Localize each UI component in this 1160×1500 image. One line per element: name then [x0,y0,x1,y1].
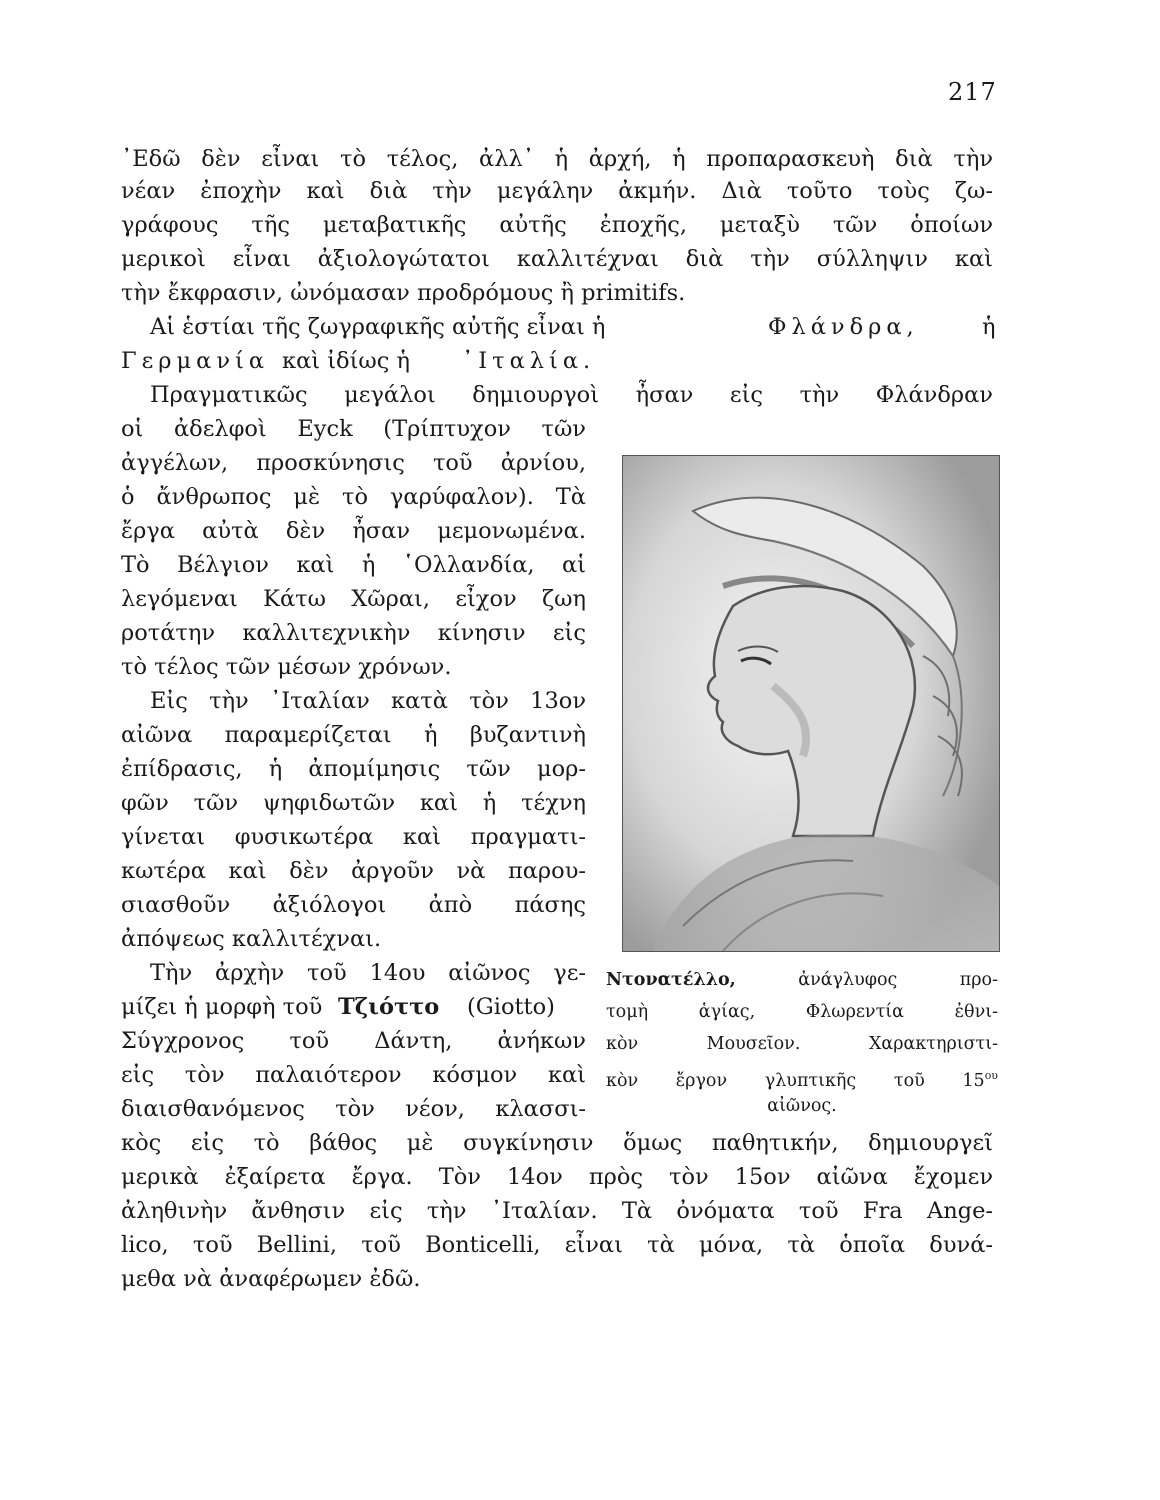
caption-text: ἀνάγλυφος προ- [798,970,998,990]
text-line: γίνεται φυσικωτέρα καὶ πραγματι- [121,824,586,850]
text-line: ἔργα αὐτὰ δὲν ἦσαν μεμονωμένα. [121,518,586,544]
text-line: Εἰς τὴν ᾽Ιταλίαν κατὰ τὸν 13ον [150,688,586,714]
text-line: μεθα νὰ ἀναφέρωμεν ἐδῶ. [121,1266,421,1292]
text-line: (Giotto) [467,994,555,1020]
text-line: διαισθανόμενος τὸν νέον, κλασσι- [121,1096,586,1122]
text-line: ἐπίδρασις, ἡ ἀπομίμησις τῶν μορ- [121,756,586,782]
spaced-word: Φλάνδρα, [768,314,919,340]
text-line: ἀγγέλων, προσκύνησις τοῦ ἀρνίου, [121,450,586,476]
figure-caption-line [606,968,998,992]
bold-name: Τζιόττο [338,994,440,1020]
text-line: μίζει ἡ μορφὴ τοῦ [121,994,323,1020]
text-line: φῶν τῶν ψηφιδωτῶν καὶ ἡ τέχνη [121,790,586,816]
text-line: κωτέρα καὶ δὲν ἀργοῦν νὰ παρου- [121,858,586,884]
figure-caption-line: κὸν Μουσεῖον. Χαρακτηριστι- [606,1034,998,1054]
text-line: καὶ ἰδίως ἡ [282,348,411,374]
figure-caption-line: τομὴ ἁγίας, Φλωρεντία ἐθνι- [606,1002,998,1022]
text-line: Αἱ ἑστίαι τῆς ζωγραφικῆς αὐτῆς εἶναι ἡ [150,314,606,340]
text-line: τὸ τέλος τῶν μέσων χρόνων. [121,654,452,680]
text-line: μερικοὶ εἶναι ἀξιολογώτατοι καλλιτέχναι διὰ τὴν σύλληψιν καὶ [121,246,993,272]
text-line: λεγόμεναι Κάτω Χῶραι, εἶχον ζωη [121,586,586,612]
text-line: γράφους τῆς μεταβατικῆς αὐτῆς ἐποχῆς, μεταξὺ τῶν ὁποίων [121,212,993,238]
text-line: Τὸ Βέλγιον καὶ ἡ ῾Ολλανδία, αἱ [121,552,586,578]
text-line: ροτάτην καλλιτεχνικὴν κίνησιν εἰς [121,620,586,646]
text-line: οἱ ἀδελφοὶ Eyck (Τρίπτυχον τῶν [121,416,586,442]
text-line: τὴν ἔκφρασιν, ὠνόμασαν προδρόμους ἢ primitifs. [121,280,686,306]
text-line: αἰῶνα παραμερίζεται ἡ βυζαντινὴ [121,722,586,748]
text-line: lico, τοῦ Bellini, τοῦ Bonticelli, εἶναι τὰ μόνα, τὰ ὁποῖα δυνά- [121,1232,993,1258]
text-line: Πραγματικῶς μεγάλοι δημιουργοὶ ἦσαν εἰς τὴν Φλάνδραν [150,382,993,408]
text-line: ᾽Εδῶ δὲν εἶναι τὸ τέλος, ἀλλ᾽ ἡ ἀρχή, ἡ προπαρασκευὴ διὰ τὴν [121,146,993,172]
text-line: ἀπόψεως καλλιτέχναι. [121,926,382,952]
text-line: κὸς εἰς τὸ βάθος μὲ συγκίνησιν ὅμως παθητικήν, δημιουργεῖ [121,1130,993,1156]
text-line: εἰς τὸν παλαιότερον κόσμον καὶ [121,1062,586,1088]
text-line: μερικὰ ἐξαίρετα ἔργα. Τὸν 14ον πρὸς τὸν 15ον αἰῶνα ἔχομεν [121,1164,993,1190]
text-line: ἀληθινὴν ἄνθησιν εἰς τὴν ᾽Ιταλίαν. Τὰ ὀνόματα τοῦ Fra Ange- [121,1198,993,1224]
figure-caption-line [606,1064,998,1093]
text-line: νέαν ἐποχὴν καὶ διὰ τὴν μεγάλην ἀκμήν. Διὰ τοῦτο τοὺς ζω- [121,178,993,204]
caption-text: κὸν ἔργον γλυπτικῆς τοῦ 15 [606,1070,985,1091]
relief-sculpture-image [622,455,1000,952]
text-line: ἡ [982,314,996,340]
figure-caption-line: αἰῶνος. [767,1096,837,1116]
text-line: Τὴν ἀρχὴν τοῦ 14ου αἰῶνος γε- [150,960,586,986]
spaced-word: ᾽Ιταλία. [462,348,596,374]
caption-superscript: ου [984,1069,998,1082]
caption-title: Ντονατέλλο, [606,970,736,990]
page-number: 217 [948,78,997,106]
text-line: σιασθοῦν ἀξιόλογοι ἀπὸ πάσης [121,892,586,918]
text-line: Σύγχρονος τοῦ Δάντη, ἀνήκων [121,1028,586,1054]
spaced-word: Γερμανία [121,348,270,374]
text-line: ὁ ἄνθρωπος μὲ τὸ γαρύφαλον). Τὰ [121,484,586,510]
